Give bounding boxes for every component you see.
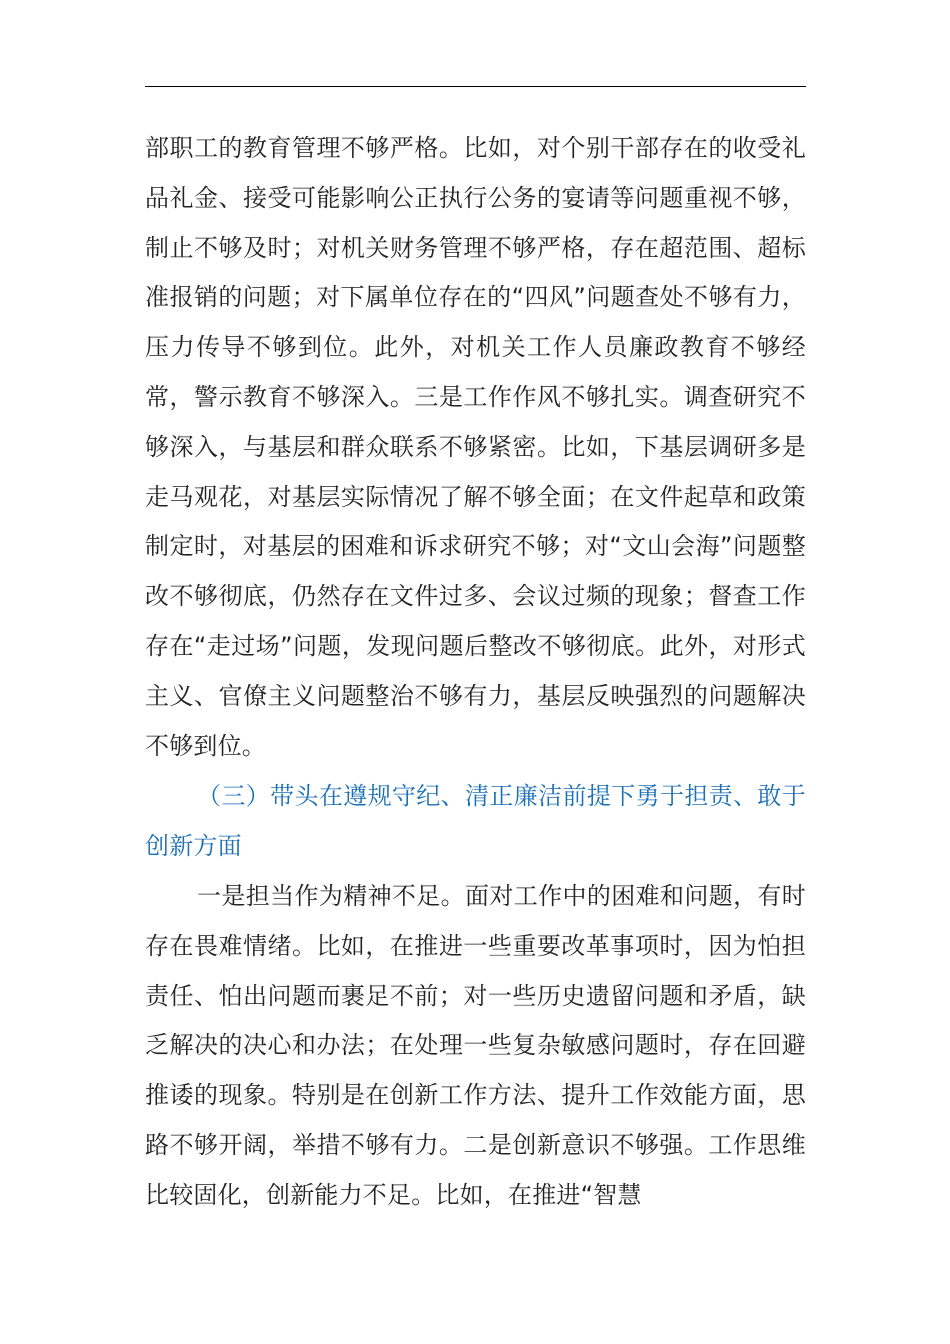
section-heading: （三）带头在遵规守纪、清正廉洁前提下勇于担责、敢于创新方面 xyxy=(145,782,806,860)
body-paragraph: 部职工的教育管理不够严格。比如，对个别干部存在的收受礼品礼金、接受可能影响公正执行公务的宴请等问题重视不够，制止不够及时；对机关财务管理不够严格，存在超范围、超标准报销的问题；对下属单位存在的“四风”问题查处不够有力，压力传导不够到位。此外，对机关工作人员廉政教育不够经常，警示教育不够深入。三是工作作风不够扎实。调查研究不够深入，与基层和群众联系不够紧密。比如，下基层调研多是走马观花，对基层实际情况了解不够全面；在文件起草和政策制定时，对基层的困难和诉求研究不够；对“文山会海”问题整改不够彻底，仍然存在文件过多、会议过频的现象；督查工作存在“走过场”问题，发现问题后整改不够彻底。此外，对形式主义、官僚主义问题整治不够有力，基层反映强烈的问题解决不够到位。 xyxy=(145,134,806,760)
header-rule xyxy=(145,86,806,87)
body-paragraph: 一是担当作为精神不足。面对工作中的困难和问题，有时存在畏难情绪。比如，在推进一些重要改革事项时，因为怕担责任、怕出问题而裹足不前；对一些历史遗留问题和矛盾，缺乏解决的决心和办法；在处理一些复杂敏感问题时，存在回避推诿的现象。特别是在创新工作方法、提升工作效能方面，思路不够开阔，举措不够有力。二是创新意识不够强。工作思维比较固化，创新能力不足。比如，在推进“智慧 xyxy=(145,882,806,1209)
